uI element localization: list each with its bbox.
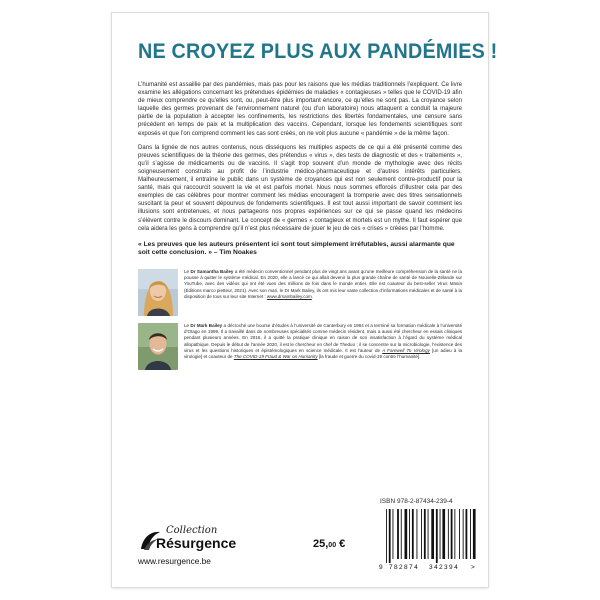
author-bio-samantha: [138, 269, 462, 316]
cover-title: NE CROYEZ PLUS AUX PANDÉMIES !: [138, 39, 498, 63]
author-bio-mark: [138, 323, 462, 370]
price-currency: €: [336, 538, 346, 550]
author-bio-text-mark: [184, 323, 462, 370]
barcode-bar: [440, 509, 441, 559]
barcode-bars: [386, 509, 477, 563]
barcode-bar: [451, 509, 453, 559]
bio-1-end: .: [311, 294, 314, 300]
publisher-logo: [138, 527, 256, 557]
bio-2-text-c: [la fraude et guerre du covid-19 contre l’humanité].: [317, 354, 421, 360]
price-cents: 00: [328, 542, 337, 549]
barcode-digits-left: 782874: [389, 564, 420, 571]
barcode-bar: [417, 509, 418, 559]
summary-paragraph-2: Dans la lignée de nos autres contenus, nous disséquons les multiples aspects de ce qui a été présenté comme des preuves scientifiques de la théorie des germes, des prétendus « virus », des tests de diagnostic et des « traitements », qu’il s’agisse de médicaments ou de vaccins. Il s’agit trop souvent d’un monde de mythologie avec des récits soigneusement construits au profit de l’industrie médico-pharmaceutique et d’autres intérêts particuliers. Malheureusement, il entraîne le public dans un système de croyances qui est non seulement contre-productif pour la santé, mais qui raccourcit souvent la vie et est parfois mortel. Nous nous sommes efforcés d’illustrer cela par des exemples de cas célèbres pour montrer comment les médias encouragent la tromperie avec des titres sensationnels suscitant la peur et souvent dépourvus de fondements scientifiques. Il est tout aussi important de savoir comment les illusions sont entretenues, et nous partageons nos propres expériences sur ce qui se passe quand les médecins s’élèvent contre le discours dominant. Le concept de « germes » contagieux et mortels est un mythe. Il faut espérer que cela aidera les gens à comprendre qu’il n’est plus nécessaire de jouer le jeu de ces « crises » créées par l’homme.: [138, 144, 462, 232]
book-title-covid-fraud: The COVID-19 Fraud & War on Humanity: [233, 354, 318, 360]
barcode-digit-end: >: [471, 564, 475, 571]
author-photo-samantha: [138, 269, 178, 316]
barcode-bar: [463, 509, 464, 559]
barcode-bar: [473, 509, 476, 559]
author-bio-text-samantha: [184, 269, 462, 316]
barcode-bar: [386, 509, 387, 563]
price-amount: 25,: [313, 538, 329, 550]
summary-paragraph-1: L’humanité est assaillie par des pandémies, mais pas pour les raisons que les médias traditionnels l’expliquent. Ce livre examine les allégations concernant les prétendues épidémies de maladies « contagieuses » telles que le COVID-19 afin de mieux comprendre ce qu’elles sont, ou, peut-être plus important encore, ce qu’elles ne sont pas. La croyance selon laquelle des germes provenant de l’environnement naturel (ou d’un laboratoire) nous attaquent a conduit la majeure partie de la population à accepter les confinements, les restrictions des libertés fondamentales, une censure sans précédent en temps de paix et la multiplication des vaccins. Cependant, lorsque les fondements scientifiques sont exposés et que l’on comprend comment les cas sont créés, on ne voit plus aucune « pandémie » de la même façon.: [138, 82, 462, 137]
barcode-bar: [424, 509, 426, 559]
barcode-bar: [454, 509, 455, 559]
isbn-barcode: [379, 509, 477, 571]
barcode-bar: [409, 509, 410, 559]
barcode-digits-right: 342394: [429, 564, 460, 571]
author-name-mark: Dr Mark Bailey: [190, 322, 223, 328]
barcode-bar: [470, 509, 471, 559]
bio-2-text-a: a décroché une bourse d’études à l’université de Canterbury en 1994 et a terminé sa formation médicale à l’université d’Otago en 1999. Il a travaillé dans de nombreuses spécialités comme médecin résident, mais a aussi été chercheur en essais cliniques pendant plusieurs années. En 2016, il a quitté la pratique clinique en raison de son insatisfaction à l’égard du système médical allopathique. Depuis le début de l’année 2020, il est le chercheur en chef de Theduo ; il se concentre sur la microbiologie, l’existence des virus et les questions historiques et épistémologiques en science médicale. Il est l’auteur de: [184, 322, 463, 354]
price: [313, 538, 345, 550]
barcode-bar: [397, 509, 399, 559]
publisher-brand: Résurgence: [156, 535, 237, 551]
isbn-label: ISBN 978-2-87434-239-4: [380, 498, 453, 505]
barcode-bar: [442, 509, 445, 559]
barcode-bar: [448, 509, 449, 559]
author-name-samantha: Dr Samantha Bailey: [190, 268, 234, 274]
barcode-bar: [428, 509, 429, 559]
book-title-farewell-to-virology: A Farewell To Virology: [382, 348, 430, 354]
book-title-virus-mania: Virus Mania: [437, 281, 462, 287]
barcode-bar: [393, 509, 394, 559]
bio-1-prefix: Le: [184, 268, 191, 274]
bio-1-text-a: a été médecin conventionnel pendant plus de vingt ans avant qu’une meilleure compréhension de la santé ne la pousse à quitter le système médical. En 2020, elle a lancé ce qui allait devenir la plus grande chaîne de santé de Nouvelle-Zélande sur YouTube, avec des vidéos qui ont été vues des millions de fois dans le monde entier. Elle est coauteur du best-seller: [184, 268, 462, 287]
barcode-bar: [412, 509, 414, 559]
endorsement-quote: « Les preuves que les auteurs présentent ici sont tout simplement irréfutables, aussi alarmante que soit cette conclusion. » – Tim Noakes: [138, 240, 455, 257]
barcode-bar: [436, 509, 438, 563]
publisher-website[interactable]: www.resurgence.be: [138, 556, 211, 566]
cover-footer: [138, 498, 475, 577]
publisher-series: Collection: [166, 525, 218, 536]
barcode-bar: [389, 509, 391, 563]
barcode-digit-first: 9: [379, 564, 383, 571]
bio-2-prefix: Le: [184, 322, 191, 328]
barcode-bar: [459, 509, 460, 559]
bio-1-text-b: (Éditions marco pietteur, 2021). Avec son mari, le Dr Mark Bailey, ils ont mis leur vaste collection d’informations médicales et de santé à la disposition de tous sur leur site Internet :: [184, 287, 462, 300]
bio-2-text-b: [un adieu à la virologie] et coauteur de: [184, 348, 462, 360]
author-photo-mark: [138, 323, 178, 370]
barcode-bar: [405, 509, 408, 559]
barcode-bar: [466, 509, 468, 559]
book-back-cover: [112, 13, 498, 587]
author-website-link[interactable]: www.drsambailey.com: [266, 294, 312, 300]
barcode-bar: [421, 509, 422, 559]
barcode-bar: [431, 509, 434, 559]
barcode-bar: [401, 509, 402, 559]
